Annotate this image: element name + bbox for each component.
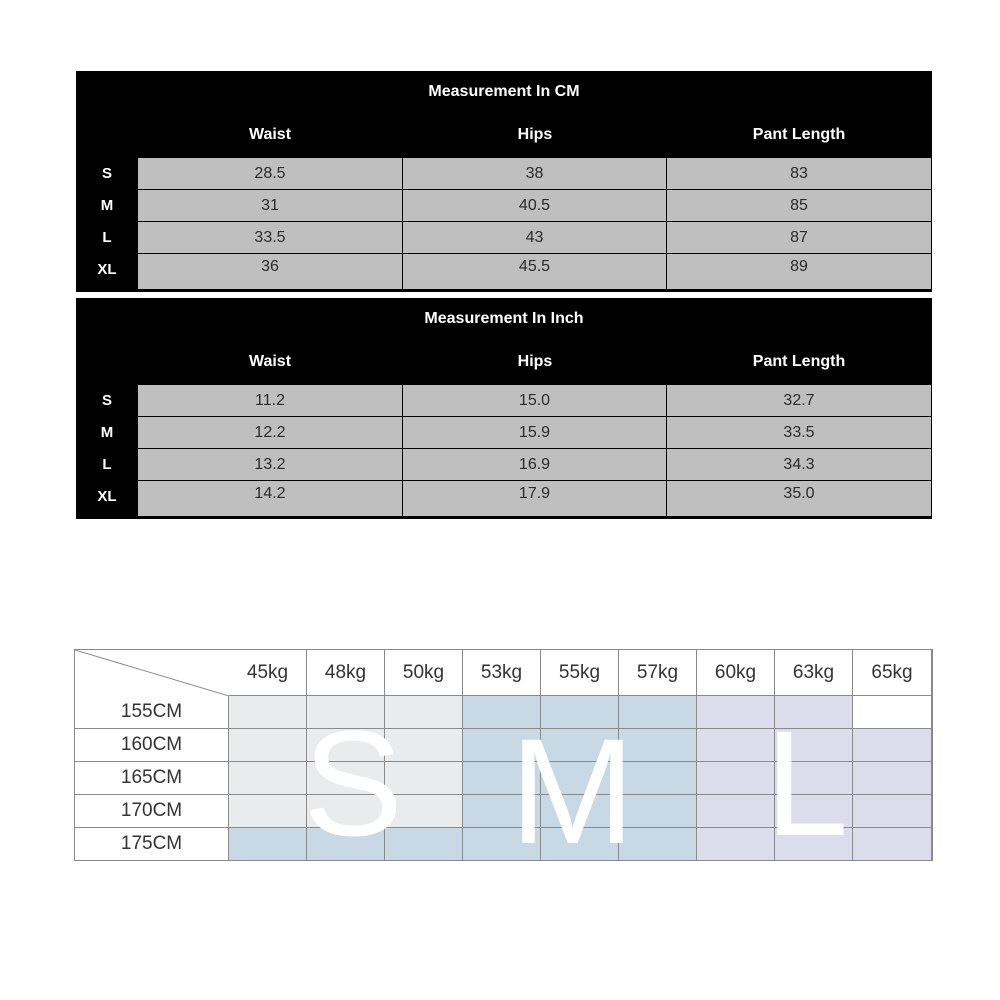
size-cell [697,729,775,762]
size-label: M [100,424,114,441]
size-cell [229,795,307,828]
column-header-pant-length: Pant Length [752,126,846,143]
measurement-cell: 31 [138,190,403,222]
weight-header: 48kg [307,650,385,696]
measurement-cell: 87 [667,222,932,254]
height-label: 160CM [75,729,229,762]
column-header-hips: Hips [517,353,553,370]
measurement-cell: 28.5 [138,158,403,190]
measurement-cell: 83 [667,158,932,190]
height-label: 175CM [75,828,229,860]
column-header-hips: Hips [517,126,553,143]
measurement-cell: 17.9 [403,481,667,517]
size-label: XL [97,261,117,278]
size-label: L [102,456,112,473]
size-cell [853,696,932,729]
size-label: M [100,197,114,214]
weight-header: 45kg [229,650,307,696]
column-header-waist: Waist [248,126,292,143]
measurement-cell: 11.2 [138,385,403,417]
measurement-cell: 15.0 [403,385,667,417]
measurement-cell: 14.2 [138,481,403,517]
measurement-cell: 16.9 [403,449,667,481]
size-label: XL [97,488,117,505]
measurement-cell: 36 [138,254,403,290]
table-title: Measurement In Inch [424,310,584,327]
measurement-cell: 89 [667,254,932,290]
measurement-cell: 32.7 [667,385,932,417]
size-cell [853,729,932,762]
diagonal-divider [75,650,229,696]
measurement-cell: 15.9 [403,417,667,449]
measurement-cell: 85 [667,190,932,222]
column-header-pant-length: Pant Length [752,353,846,370]
size-cell [697,696,775,729]
size-label: L [102,229,112,246]
measurement-cell: 43 [403,222,667,254]
height-label: 155CM [75,696,229,729]
size-cell [229,729,307,762]
size-label: S [101,165,112,182]
size-cell [229,762,307,795]
size-cell [229,828,307,860]
measurement-cell: 33.5 [138,222,403,254]
weight-header: 55kg [541,650,619,696]
measurement-cell: 34.3 [667,449,932,481]
size-letter-m: M [510,707,635,875]
measurement-cell: 45.5 [403,254,667,290]
size-cell [853,762,932,795]
height-label: 170CM [75,795,229,828]
weight-header: 63kg [775,650,853,696]
size-guide-grid [74,649,933,875]
size-letter-l: L [765,699,849,867]
weight-header: 65kg [853,650,932,696]
measurement-table-inch [76,298,932,519]
size-cell [697,762,775,795]
measurement-cell: 38 [403,158,667,190]
column-header-waist: Waist [248,353,292,370]
size-cell [853,795,932,828]
measurement-cell: 13.2 [138,449,403,481]
table-title: Measurement In CM [428,83,580,100]
measurement-cell: 40.5 [403,190,667,222]
measurement-table-cm [76,71,932,292]
measurement-cell: 35.0 [667,481,932,517]
weight-header: 50kg [385,650,463,696]
measurement-cell: 12.2 [138,417,403,449]
measurement-cell: 33.5 [667,417,932,449]
size-label: S [101,392,112,409]
size-cell [697,795,775,828]
weight-header: 53kg [463,650,541,696]
height-label: 165CM [75,762,229,795]
size-cell [853,828,932,860]
size-letter-s: S [303,699,404,867]
size-cell [697,828,775,860]
weight-header: 60kg [697,650,775,696]
size-cell [229,696,307,729]
weight-header: 57kg [619,650,697,696]
